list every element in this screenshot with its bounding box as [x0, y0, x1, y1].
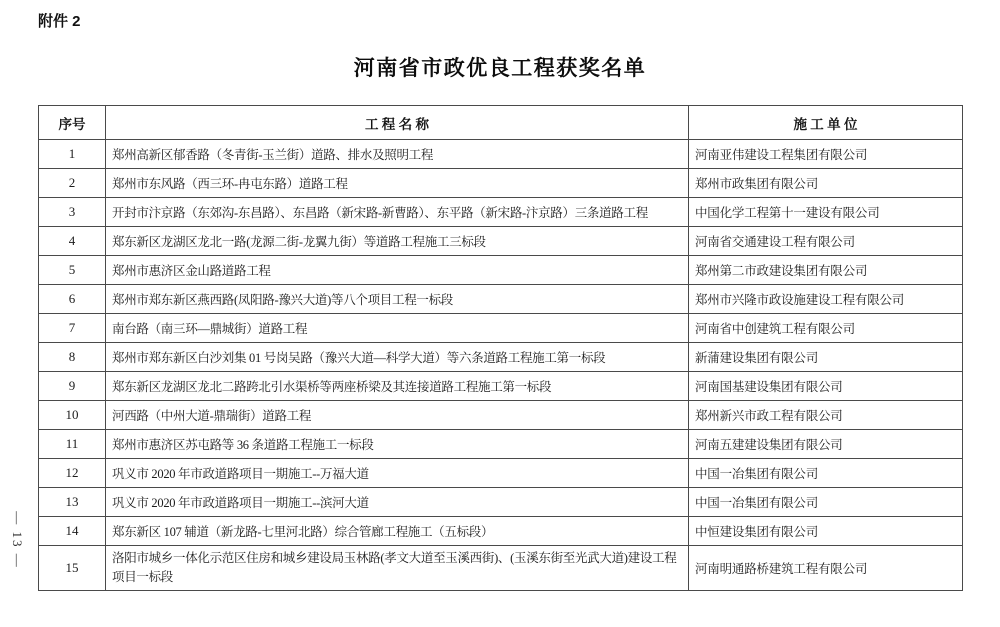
company-cell: 河南省交通建设工程有限公司	[689, 227, 963, 256]
seq-cell: 11	[39, 430, 106, 459]
seq-cell: 12	[39, 459, 106, 488]
seq-cell: 4	[39, 227, 106, 256]
project-cell: 洛阳市城乡一体化示范区住房和城乡建设局玉林路(孝文大道至玉溪西街)、(玉溪东街至光武大道)建设工程项目一标段	[106, 546, 689, 591]
project-cell: 郑州高新区郁香路（冬青街-玉兰街）道路、排水及照明工程	[106, 140, 689, 169]
company-cell: 郑州第二市政建设集团有限公司	[689, 256, 963, 285]
table-row	[39, 459, 963, 488]
company-cell: 新蒲建设集团有限公司	[689, 343, 963, 372]
project-cell: 郑东新区龙湖区龙北二路跨北引水渠桥等两座桥梁及其连接道路工程施工第一标段	[106, 372, 689, 401]
company-cell: 河南五建建设集团有限公司	[689, 430, 963, 459]
company-cell: 中国一冶集团有限公司	[689, 459, 963, 488]
header-company: 施 工 单 位	[689, 106, 963, 140]
company-cell: 河南亚伟建设工程集团有限公司	[689, 140, 963, 169]
company-cell: 郑州市兴隆市政设施建设工程有限公司	[689, 285, 963, 314]
table-row	[39, 314, 963, 343]
attachment-label: 附件 2	[38, 13, 81, 30]
company-cell: 河南明通路桥建筑工程有限公司	[689, 546, 963, 591]
award-table	[38, 105, 963, 591]
table-row	[39, 198, 963, 227]
project-cell: 郑州市郑东新区燕西路(凤阳路-豫兴大道)等八个项目工程一标段	[106, 285, 689, 314]
project-cell: 郑州市惠济区苏屯路等 36 条道路工程施工一标段	[106, 430, 689, 459]
project-cell: 开封市汴京路（东郊沟-东昌路）、东昌路（新宋路-新曹路）、东平路（新宋路-汴京路）三条道路工程	[106, 198, 689, 227]
table-row	[39, 517, 963, 546]
seq-cell: 1	[39, 140, 106, 169]
header-project: 工 程 名 称	[106, 106, 689, 140]
seq-cell: 7	[39, 314, 106, 343]
table-row	[39, 546, 963, 591]
table-row	[39, 227, 963, 256]
seq-cell: 6	[39, 285, 106, 314]
table-body	[39, 140, 963, 591]
company-cell: 河南省中创建筑工程有限公司	[689, 314, 963, 343]
table-row	[39, 256, 963, 285]
table-row	[39, 401, 963, 430]
seq-cell: 8	[39, 343, 106, 372]
table-row	[39, 488, 963, 517]
seq-cell: 13	[39, 488, 106, 517]
company-cell: 中国化学工程第十一建设有限公司	[689, 198, 963, 227]
header-row	[39, 106, 963, 140]
table-row	[39, 285, 963, 314]
seq-cell: 2	[39, 169, 106, 198]
seq-cell: 5	[39, 256, 106, 285]
table-header	[39, 106, 963, 140]
company-cell: 中恒建设集团有限公司	[689, 517, 963, 546]
seq-cell: 3	[39, 198, 106, 227]
seq-cell: 10	[39, 401, 106, 430]
project-cell: 巩义市 2020 年市政道路项目一期施工--万福大道	[106, 459, 689, 488]
project-cell: 郑州市郑东新区白沙刘集 01 号岗吴路（豫兴大道—科学大道）等六条道路工程施工第一标段	[106, 343, 689, 372]
table-row	[39, 343, 963, 372]
project-cell: 郑州市东风路（西三环-冉屯东路）道路工程	[106, 169, 689, 198]
table-row	[39, 430, 963, 459]
seq-cell: 14	[39, 517, 106, 546]
project-cell: 郑东新区 107 辅道（新龙路-七里河北路）综合管廊工程施工（五标段）	[106, 517, 689, 546]
company-cell: 郑州新兴市政工程有限公司	[689, 401, 963, 430]
company-cell: 郑州市政集团有限公司	[689, 169, 963, 198]
seq-cell: 15	[39, 546, 106, 591]
project-cell: 郑东新区龙湖区龙北一路(龙源二街-龙翼九街）等道路工程施工三标段	[106, 227, 689, 256]
project-cell: 郑州市惠济区金山路道路工程	[106, 256, 689, 285]
company-cell: 中国一冶集团有限公司	[689, 488, 963, 517]
project-cell: 南台路（南三环—鼎城街）道路工程	[106, 314, 689, 343]
seq-cell: 9	[39, 372, 106, 401]
page-title: 河南省市政优良工程获奖名单	[353, 57, 647, 80]
company-cell: 河南国基建设集团有限公司	[689, 372, 963, 401]
project-cell: 河西路（中州大道-鼎瑞街）道路工程	[106, 401, 689, 430]
table-row	[39, 169, 963, 198]
table-row	[39, 140, 963, 169]
table-row	[39, 372, 963, 401]
page-number: — 13 —	[10, 511, 25, 569]
project-cell: 巩义市 2020 年市政道路项目一期施工--滨河大道	[106, 488, 689, 517]
header-seq: 序号	[39, 106, 106, 140]
